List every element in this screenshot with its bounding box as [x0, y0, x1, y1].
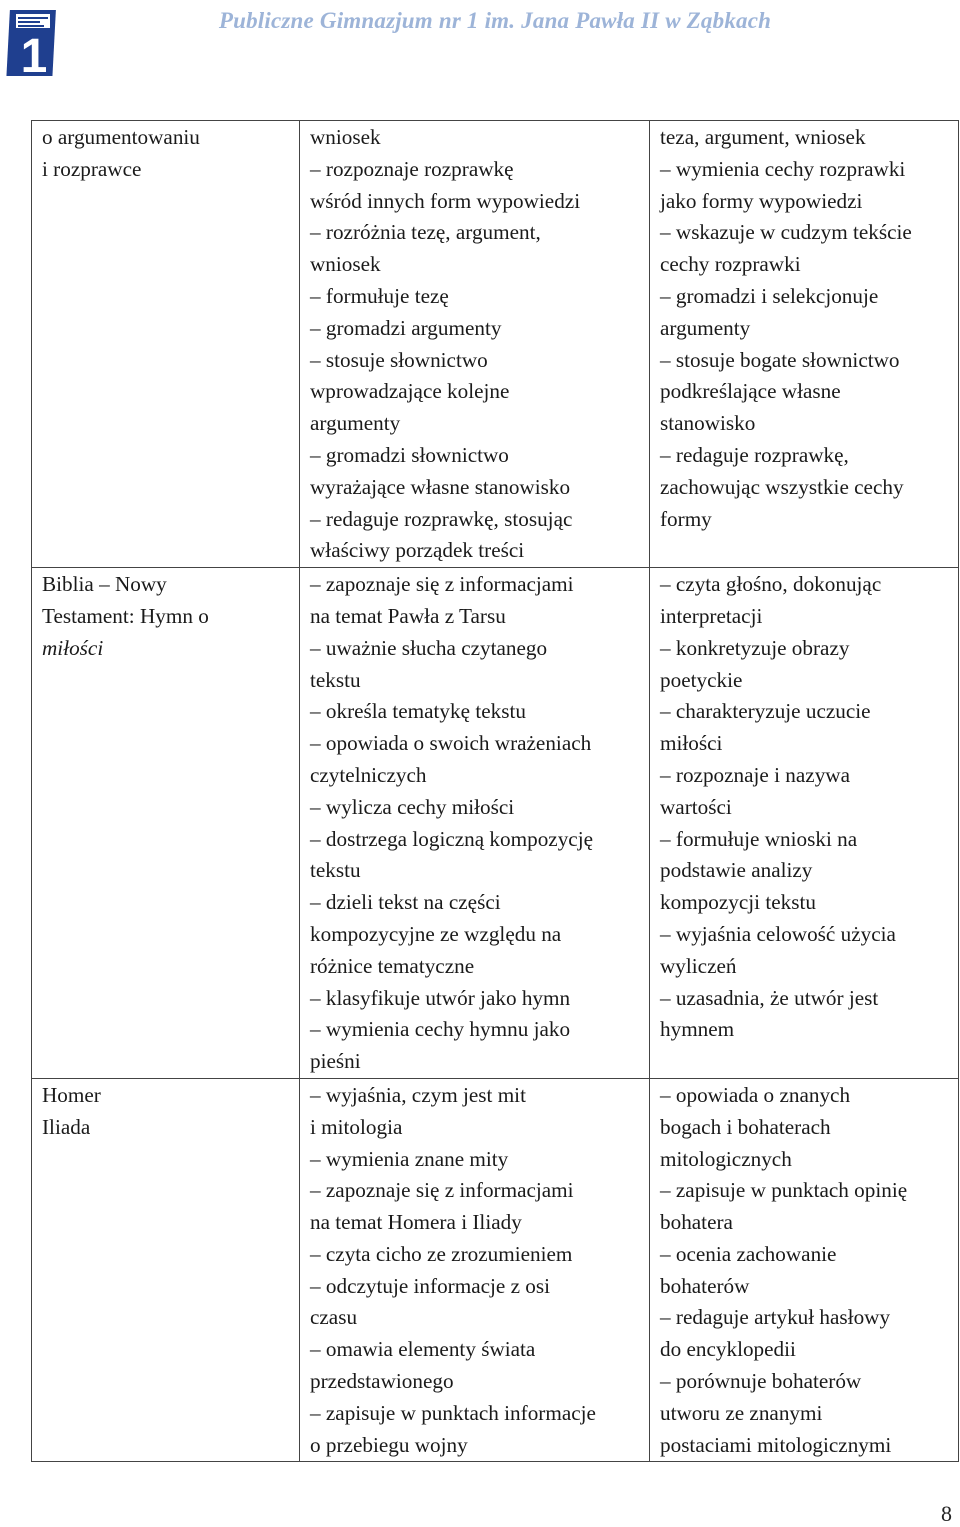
- text-line: hymnem: [660, 1017, 735, 1042]
- text-line: miłości: [660, 731, 723, 756]
- text-line: – redaguje rozprawkę,: [660, 442, 849, 467]
- text-line: – wymienia cechy rozprawki: [660, 156, 906, 181]
- text-line: – wyjaśnia, czym jest mit: [310, 1082, 526, 1107]
- basic-requirements-cell: [300, 121, 650, 568]
- curriculum-table: [31, 120, 959, 1462]
- text-line: – opowiada o znanych: [660, 1082, 851, 1107]
- topic-cell: [32, 568, 300, 1079]
- text-line: – wymienia znane mity: [310, 1146, 509, 1171]
- text-line: – wyjaśnia celowość użycia: [660, 921, 896, 946]
- text-line: poetyckie: [660, 667, 743, 692]
- text-line: kompozycji tekstu: [660, 890, 816, 915]
- text-line: o przebiegu wojny: [310, 1432, 468, 1457]
- text-line: – omawia elementy świata: [310, 1337, 536, 1362]
- text-line: – opowiada o swoich wrażeniach: [310, 731, 592, 756]
- text-line: do encyklopedii: [660, 1337, 796, 1362]
- text-line: różnice tematyczne: [310, 953, 475, 978]
- extended-requirements-cell: [650, 1078, 959, 1462]
- text-line: – dostrzega logiczną kompozycję: [310, 826, 593, 851]
- text-line: – zapoznaje się z informacjami: [310, 1178, 574, 1203]
- text-line: teza, argument, wniosek: [660, 125, 866, 149]
- text-line: interpretacji: [660, 603, 763, 628]
- text-line: wyliczeń: [660, 953, 737, 978]
- topic-cell: [32, 121, 300, 568]
- text-line: utworu ze znanymi: [660, 1400, 823, 1425]
- text-line: – wskazuje w cudzym tekście: [660, 220, 912, 245]
- text-line: – charakteryzuje uczucie: [660, 699, 871, 724]
- text-line: o argumentowaniu: [42, 125, 200, 149]
- text-line: zachowując wszystkie cechy: [660, 474, 904, 499]
- text-line: kompozycyjne ze względu na: [310, 921, 562, 946]
- text-line: przedstawionego: [310, 1369, 454, 1394]
- text-line: postaciami mitologicznymi: [660, 1432, 892, 1457]
- topic-cell: [32, 1078, 300, 1462]
- text-line: wśród innych form wypowiedzi: [310, 188, 581, 213]
- text-line: bohatera: [660, 1210, 733, 1235]
- text-line: – ocenia zachowanie: [660, 1241, 837, 1266]
- text-line: – uważnie słucha czytanego: [310, 635, 548, 660]
- text-line: Iliada: [42, 1114, 91, 1139]
- text-line: cechy rozprawki: [660, 252, 801, 277]
- header-title: Publiczne Gimnazjum nr 1 im. Jana Pawła II w Ząbkach: [218, 8, 772, 33]
- text-line: tekstu: [310, 667, 361, 692]
- text-line: bohaterów: [660, 1273, 750, 1298]
- text-line: – czyta głośno, dokonując: [660, 572, 882, 597]
- table-row: [32, 1078, 959, 1462]
- text-line: – konkretyzuje obrazy: [660, 635, 850, 660]
- text-line: wprowadzające kolejne: [310, 379, 510, 404]
- text-line: na temat Pawła z Tarsu: [310, 603, 506, 628]
- text-line: czasu: [310, 1305, 358, 1330]
- basic-requirements-cell: [300, 568, 650, 1079]
- text-line: bogach i bohaterach: [660, 1114, 831, 1139]
- text-line: – rozróżnia tezę, argument,: [310, 220, 541, 245]
- text-line: tekstu: [310, 858, 361, 883]
- text-line: miłości: [42, 635, 104, 660]
- text-line: – czyta cicho ze zrozumieniem: [310, 1241, 573, 1266]
- text-line: – zapisuje w punktach opinię: [660, 1178, 908, 1203]
- text-line: formy: [660, 506, 712, 531]
- text-line: Testament: Hymn o: [42, 603, 209, 628]
- text-line: – gromadzi i selekcjonuje: [660, 283, 879, 308]
- text-line: na temat Homera i Iliady: [310, 1210, 522, 1235]
- text-line: i mitologia: [310, 1114, 403, 1139]
- text-line: czytelniczych: [310, 762, 427, 787]
- text-line: – redaguje artykuł hasłowy: [660, 1305, 891, 1330]
- text-line: jako formy wypowiedzi: [660, 188, 863, 213]
- text-line: – wymienia cechy hymnu jako: [310, 1017, 571, 1042]
- text-line: – odczytuje informacje z osi: [310, 1273, 551, 1298]
- text-line: – klasyfikuje utwór jako hymn: [310, 985, 571, 1010]
- text-line: podkreślające własne: [660, 379, 841, 404]
- text-line: – zapisuje w punktach informacje: [310, 1400, 596, 1425]
- text-line: stanowisko: [660, 411, 756, 436]
- text-line: mitologicznych: [660, 1146, 792, 1171]
- basic-requirements-cell: [300, 1078, 650, 1462]
- text-line: właściwy porządek treści: [310, 538, 525, 563]
- text-line: – stosuje bogate słownictwo: [660, 347, 900, 372]
- text-line: – formułuje tezę: [310, 283, 449, 308]
- text-line: pieśni: [310, 1049, 361, 1074]
- extended-requirements-cell: [650, 121, 959, 568]
- extended-requirements-cell: [650, 568, 959, 1079]
- text-line: – stosuje słownictwo: [310, 347, 488, 372]
- text-line: wniosek: [310, 125, 381, 149]
- table-row: [32, 121, 959, 568]
- text-line: – rozpoznaje i nazywa: [660, 762, 851, 787]
- text-line: argumenty: [310, 411, 401, 436]
- text-line: – porównuje bohaterów: [660, 1369, 862, 1394]
- text-line: – dzieli tekst na części: [310, 890, 501, 915]
- text-line: wartości: [660, 794, 732, 819]
- text-line: wniosek: [310, 252, 381, 277]
- text-line: – gromadzi argumenty: [310, 315, 502, 340]
- text-line: – wylicza cechy miłości: [310, 794, 515, 819]
- text-line: Homer: [42, 1082, 101, 1107]
- text-line: wyrażające własne stanowisko: [310, 474, 571, 499]
- text-line: – redaguje rozprawkę, stosując: [310, 506, 573, 531]
- text-line: – formułuje wnioski na: [660, 826, 858, 851]
- text-line: – uzasadnia, że utwór jest: [660, 985, 879, 1010]
- text-line: podstawie analizy: [660, 858, 813, 883]
- text-line: i rozprawce: [42, 156, 142, 181]
- text-line: – rozpoznaje rozprawkę: [310, 156, 514, 181]
- text-line: argumenty: [660, 315, 751, 340]
- page-number: 8: [941, 1501, 952, 1526]
- table-row: [32, 568, 959, 1079]
- text-line: – gromadzi słownictwo: [310, 442, 509, 467]
- logo-digit: 1: [20, 30, 48, 80]
- text-line: – określa tematykę tekstu: [310, 699, 526, 724]
- text-line: – zapoznaje się z informacjami: [310, 572, 574, 597]
- text-line: Biblia – Nowy: [42, 572, 167, 597]
